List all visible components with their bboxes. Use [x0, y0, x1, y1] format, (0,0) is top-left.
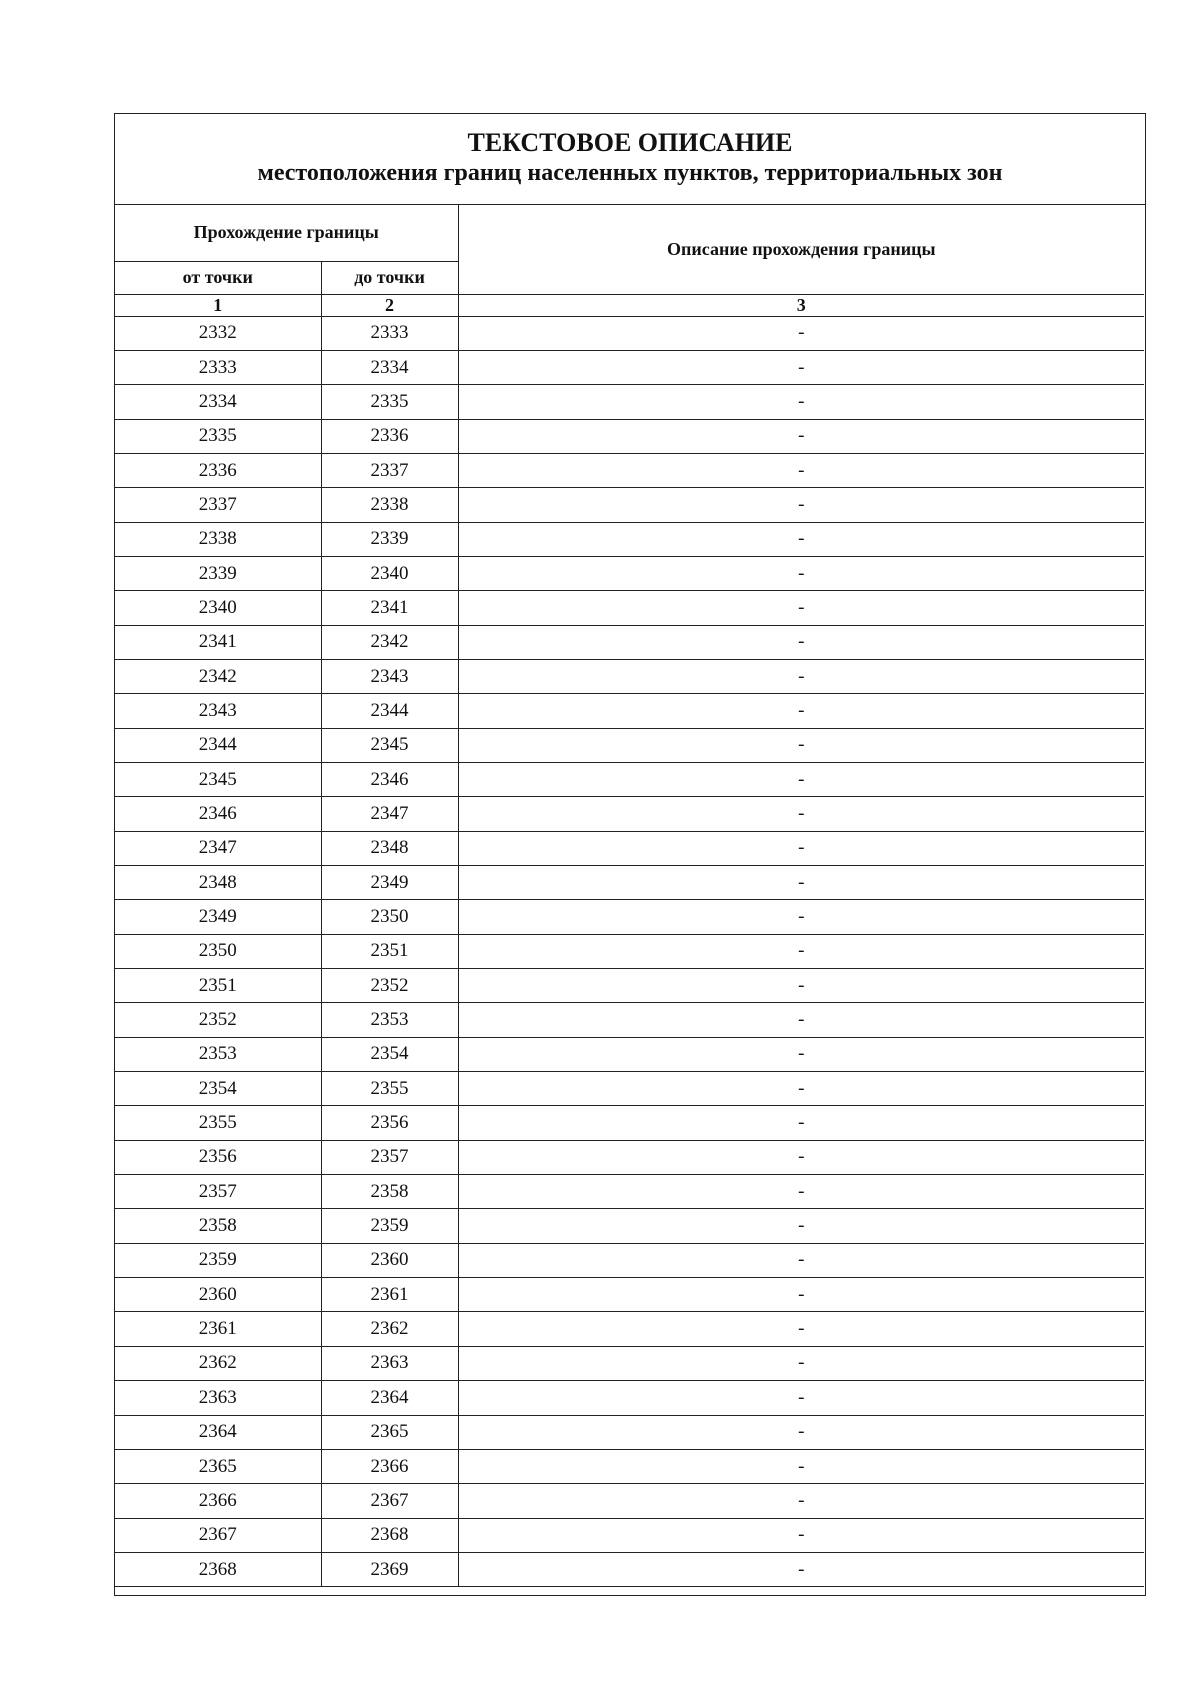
cell-to-point: 2345 — [321, 728, 458, 762]
cell-from-point: 2360 — [115, 1278, 321, 1312]
cell-to-point: 2369 — [321, 1552, 458, 1586]
cell-from-point: 2341 — [115, 625, 321, 659]
cell-description: - — [458, 591, 1144, 625]
cell-to-point: 2333 — [321, 316, 458, 350]
header-boundary-group: Прохождение границы — [115, 205, 458, 261]
cell-from-point: 2333 — [115, 350, 321, 384]
cell-to-point: 2334 — [321, 350, 458, 384]
cell-to-point: 2355 — [321, 1072, 458, 1106]
document-title: ТЕКСТОВОЕ ОПИСАНИЕ — [467, 128, 793, 157]
cell-description: - — [458, 1243, 1144, 1277]
table-bottom-strip — [115, 1587, 1145, 1593]
cell-to-point: 2351 — [321, 934, 458, 968]
cell-from-point: 2334 — [115, 385, 321, 419]
cell-to-point: 2365 — [321, 1415, 458, 1449]
header-from-point: от точки — [115, 261, 321, 294]
cell-to-point: 2363 — [321, 1346, 458, 1380]
table-row — [115, 797, 1144, 831]
cell-description: - — [458, 350, 1144, 384]
cell-description: - — [458, 488, 1144, 522]
cell-from-point: 2350 — [115, 934, 321, 968]
cell-to-point: 2338 — [321, 488, 458, 522]
cell-description: - — [458, 1312, 1144, 1346]
table-row — [115, 969, 1144, 1003]
header-col-number-1: 1 — [115, 294, 321, 316]
cell-to-point: 2367 — [321, 1484, 458, 1518]
cell-from-point: 2338 — [115, 522, 321, 556]
table-row — [115, 659, 1144, 693]
cell-description: - — [458, 1106, 1144, 1140]
table-row — [115, 1106, 1144, 1140]
cell-description: - — [458, 1449, 1144, 1483]
table-row — [115, 762, 1144, 796]
table-row — [115, 1415, 1144, 1449]
cell-description: - — [458, 1346, 1144, 1380]
table-row — [115, 900, 1144, 934]
table-row — [115, 1243, 1144, 1277]
cell-from-point: 2339 — [115, 556, 321, 590]
cell-from-point: 2352 — [115, 1003, 321, 1037]
cell-from-point: 2367 — [115, 1518, 321, 1552]
table-row — [115, 1003, 1144, 1037]
cell-to-point: 2357 — [321, 1140, 458, 1174]
table-row — [115, 1312, 1144, 1346]
cell-to-point: 2358 — [321, 1175, 458, 1209]
cell-to-point: 2353 — [321, 1003, 458, 1037]
cell-description: - — [458, 762, 1144, 796]
cell-description: - — [458, 556, 1144, 590]
table-row — [115, 1209, 1144, 1243]
cell-to-point: 2348 — [321, 831, 458, 865]
cell-description: - — [458, 1278, 1144, 1312]
table-row — [115, 625, 1144, 659]
cell-description: - — [458, 316, 1144, 350]
table-row — [115, 556, 1144, 590]
title-block — [115, 114, 1145, 205]
cell-to-point: 2347 — [321, 797, 458, 831]
cell-to-point: 2364 — [321, 1381, 458, 1415]
cell-from-point: 2340 — [115, 591, 321, 625]
table-row — [115, 316, 1144, 350]
cell-from-point: 2345 — [115, 762, 321, 796]
table-row — [115, 1346, 1144, 1380]
cell-from-point: 2344 — [115, 728, 321, 762]
cell-from-point: 2366 — [115, 1484, 321, 1518]
cell-description: - — [458, 694, 1144, 728]
table-row — [115, 591, 1144, 625]
cell-to-point: 2350 — [321, 900, 458, 934]
cell-to-point: 2337 — [321, 453, 458, 487]
cell-description: - — [458, 934, 1144, 968]
cell-to-point: 2368 — [321, 1518, 458, 1552]
cell-to-point: 2339 — [321, 522, 458, 556]
cell-description: - — [458, 797, 1144, 831]
cell-from-point: 2342 — [115, 659, 321, 693]
cell-from-point: 2337 — [115, 488, 321, 522]
cell-description: - — [458, 522, 1144, 556]
cell-description: - — [458, 1175, 1144, 1209]
header-to-point: до точки — [321, 261, 458, 294]
cell-from-point: 2361 — [115, 1312, 321, 1346]
table-row — [115, 1484, 1144, 1518]
table-row — [115, 419, 1144, 453]
cell-to-point: 2342 — [321, 625, 458, 659]
table-row — [115, 728, 1144, 762]
cell-to-point: 2356 — [321, 1106, 458, 1140]
cell-description: - — [458, 419, 1144, 453]
table-row — [115, 1072, 1144, 1106]
cell-from-point: 2332 — [115, 316, 321, 350]
table-row — [115, 1552, 1144, 1586]
cell-from-point: 2351 — [115, 969, 321, 1003]
header-col-number-3: 3 — [458, 294, 1144, 316]
table-row — [115, 1518, 1144, 1552]
table-row — [115, 522, 1144, 556]
cell-to-point: 2366 — [321, 1449, 458, 1483]
table-row — [115, 1381, 1144, 1415]
cell-to-point: 2360 — [321, 1243, 458, 1277]
cell-from-point: 2355 — [115, 1106, 321, 1140]
table-row — [115, 1175, 1144, 1209]
cell-description: - — [458, 831, 1144, 865]
cell-to-point: 2343 — [321, 659, 458, 693]
cell-description: - — [458, 1037, 1144, 1071]
cell-from-point: 2358 — [115, 1209, 321, 1243]
cell-to-point: 2340 — [321, 556, 458, 590]
cell-from-point: 2348 — [115, 866, 321, 900]
cell-description: - — [458, 900, 1144, 934]
cell-description: - — [458, 453, 1144, 487]
cell-description: - — [458, 1209, 1144, 1243]
cell-to-point: 2361 — [321, 1278, 458, 1312]
cell-from-point: 2336 — [115, 453, 321, 487]
table-row — [115, 1449, 1144, 1483]
document-frame — [114, 113, 1146, 1596]
cell-from-point: 2347 — [115, 831, 321, 865]
cell-from-point: 2335 — [115, 419, 321, 453]
cell-to-point: 2352 — [321, 969, 458, 1003]
cell-to-point: 2349 — [321, 866, 458, 900]
cell-description: - — [458, 1140, 1144, 1174]
table-row — [115, 350, 1144, 384]
cell-from-point: 2353 — [115, 1037, 321, 1071]
cell-description: - — [458, 728, 1144, 762]
cell-description: - — [458, 969, 1144, 1003]
cell-from-point: 2357 — [115, 1175, 321, 1209]
cell-from-point: 2362 — [115, 1346, 321, 1380]
cell-to-point: 2359 — [321, 1209, 458, 1243]
document-subtitle: местоположения границ населенных пунктов, территориальных зон — [257, 160, 1003, 186]
cell-from-point: 2346 — [115, 797, 321, 831]
table-row — [115, 488, 1144, 522]
table-row — [115, 934, 1144, 968]
cell-description: - — [458, 385, 1144, 419]
table-body — [115, 316, 1144, 1587]
table-row — [115, 866, 1144, 900]
cell-description: - — [458, 1003, 1144, 1037]
cell-description: - — [458, 1381, 1144, 1415]
cell-from-point: 2368 — [115, 1552, 321, 1586]
cell-from-point: 2354 — [115, 1072, 321, 1106]
cell-from-point: 2365 — [115, 1449, 321, 1483]
header-description: Описание прохождения границы — [458, 205, 1144, 294]
table-row — [115, 831, 1144, 865]
table-row — [115, 1140, 1144, 1174]
cell-description: - — [458, 1552, 1144, 1586]
table-row — [115, 453, 1144, 487]
cell-to-point: 2344 — [321, 694, 458, 728]
cell-to-point: 2335 — [321, 385, 458, 419]
cell-from-point: 2343 — [115, 694, 321, 728]
cell-from-point: 2359 — [115, 1243, 321, 1277]
table-row — [115, 1278, 1144, 1312]
header-col-number-2: 2 — [321, 294, 458, 316]
table-row — [115, 694, 1144, 728]
cell-to-point: 2336 — [321, 419, 458, 453]
table-row — [115, 385, 1144, 419]
cell-description: - — [458, 1072, 1144, 1106]
cell-to-point: 2362 — [321, 1312, 458, 1346]
cell-to-point: 2354 — [321, 1037, 458, 1071]
cell-description: - — [458, 1518, 1144, 1552]
table-row — [115, 1037, 1144, 1071]
cell-description: - — [458, 625, 1144, 659]
cell-description: - — [458, 866, 1144, 900]
cell-from-point: 2356 — [115, 1140, 321, 1174]
cell-to-point: 2341 — [321, 591, 458, 625]
cell-to-point: 2346 — [321, 762, 458, 796]
cell-description: - — [458, 1415, 1144, 1449]
cell-from-point: 2349 — [115, 900, 321, 934]
cell-description: - — [458, 659, 1144, 693]
boundary-table — [115, 205, 1144, 1587]
cell-from-point: 2364 — [115, 1415, 321, 1449]
cell-from-point: 2363 — [115, 1381, 321, 1415]
cell-description: - — [458, 1484, 1144, 1518]
